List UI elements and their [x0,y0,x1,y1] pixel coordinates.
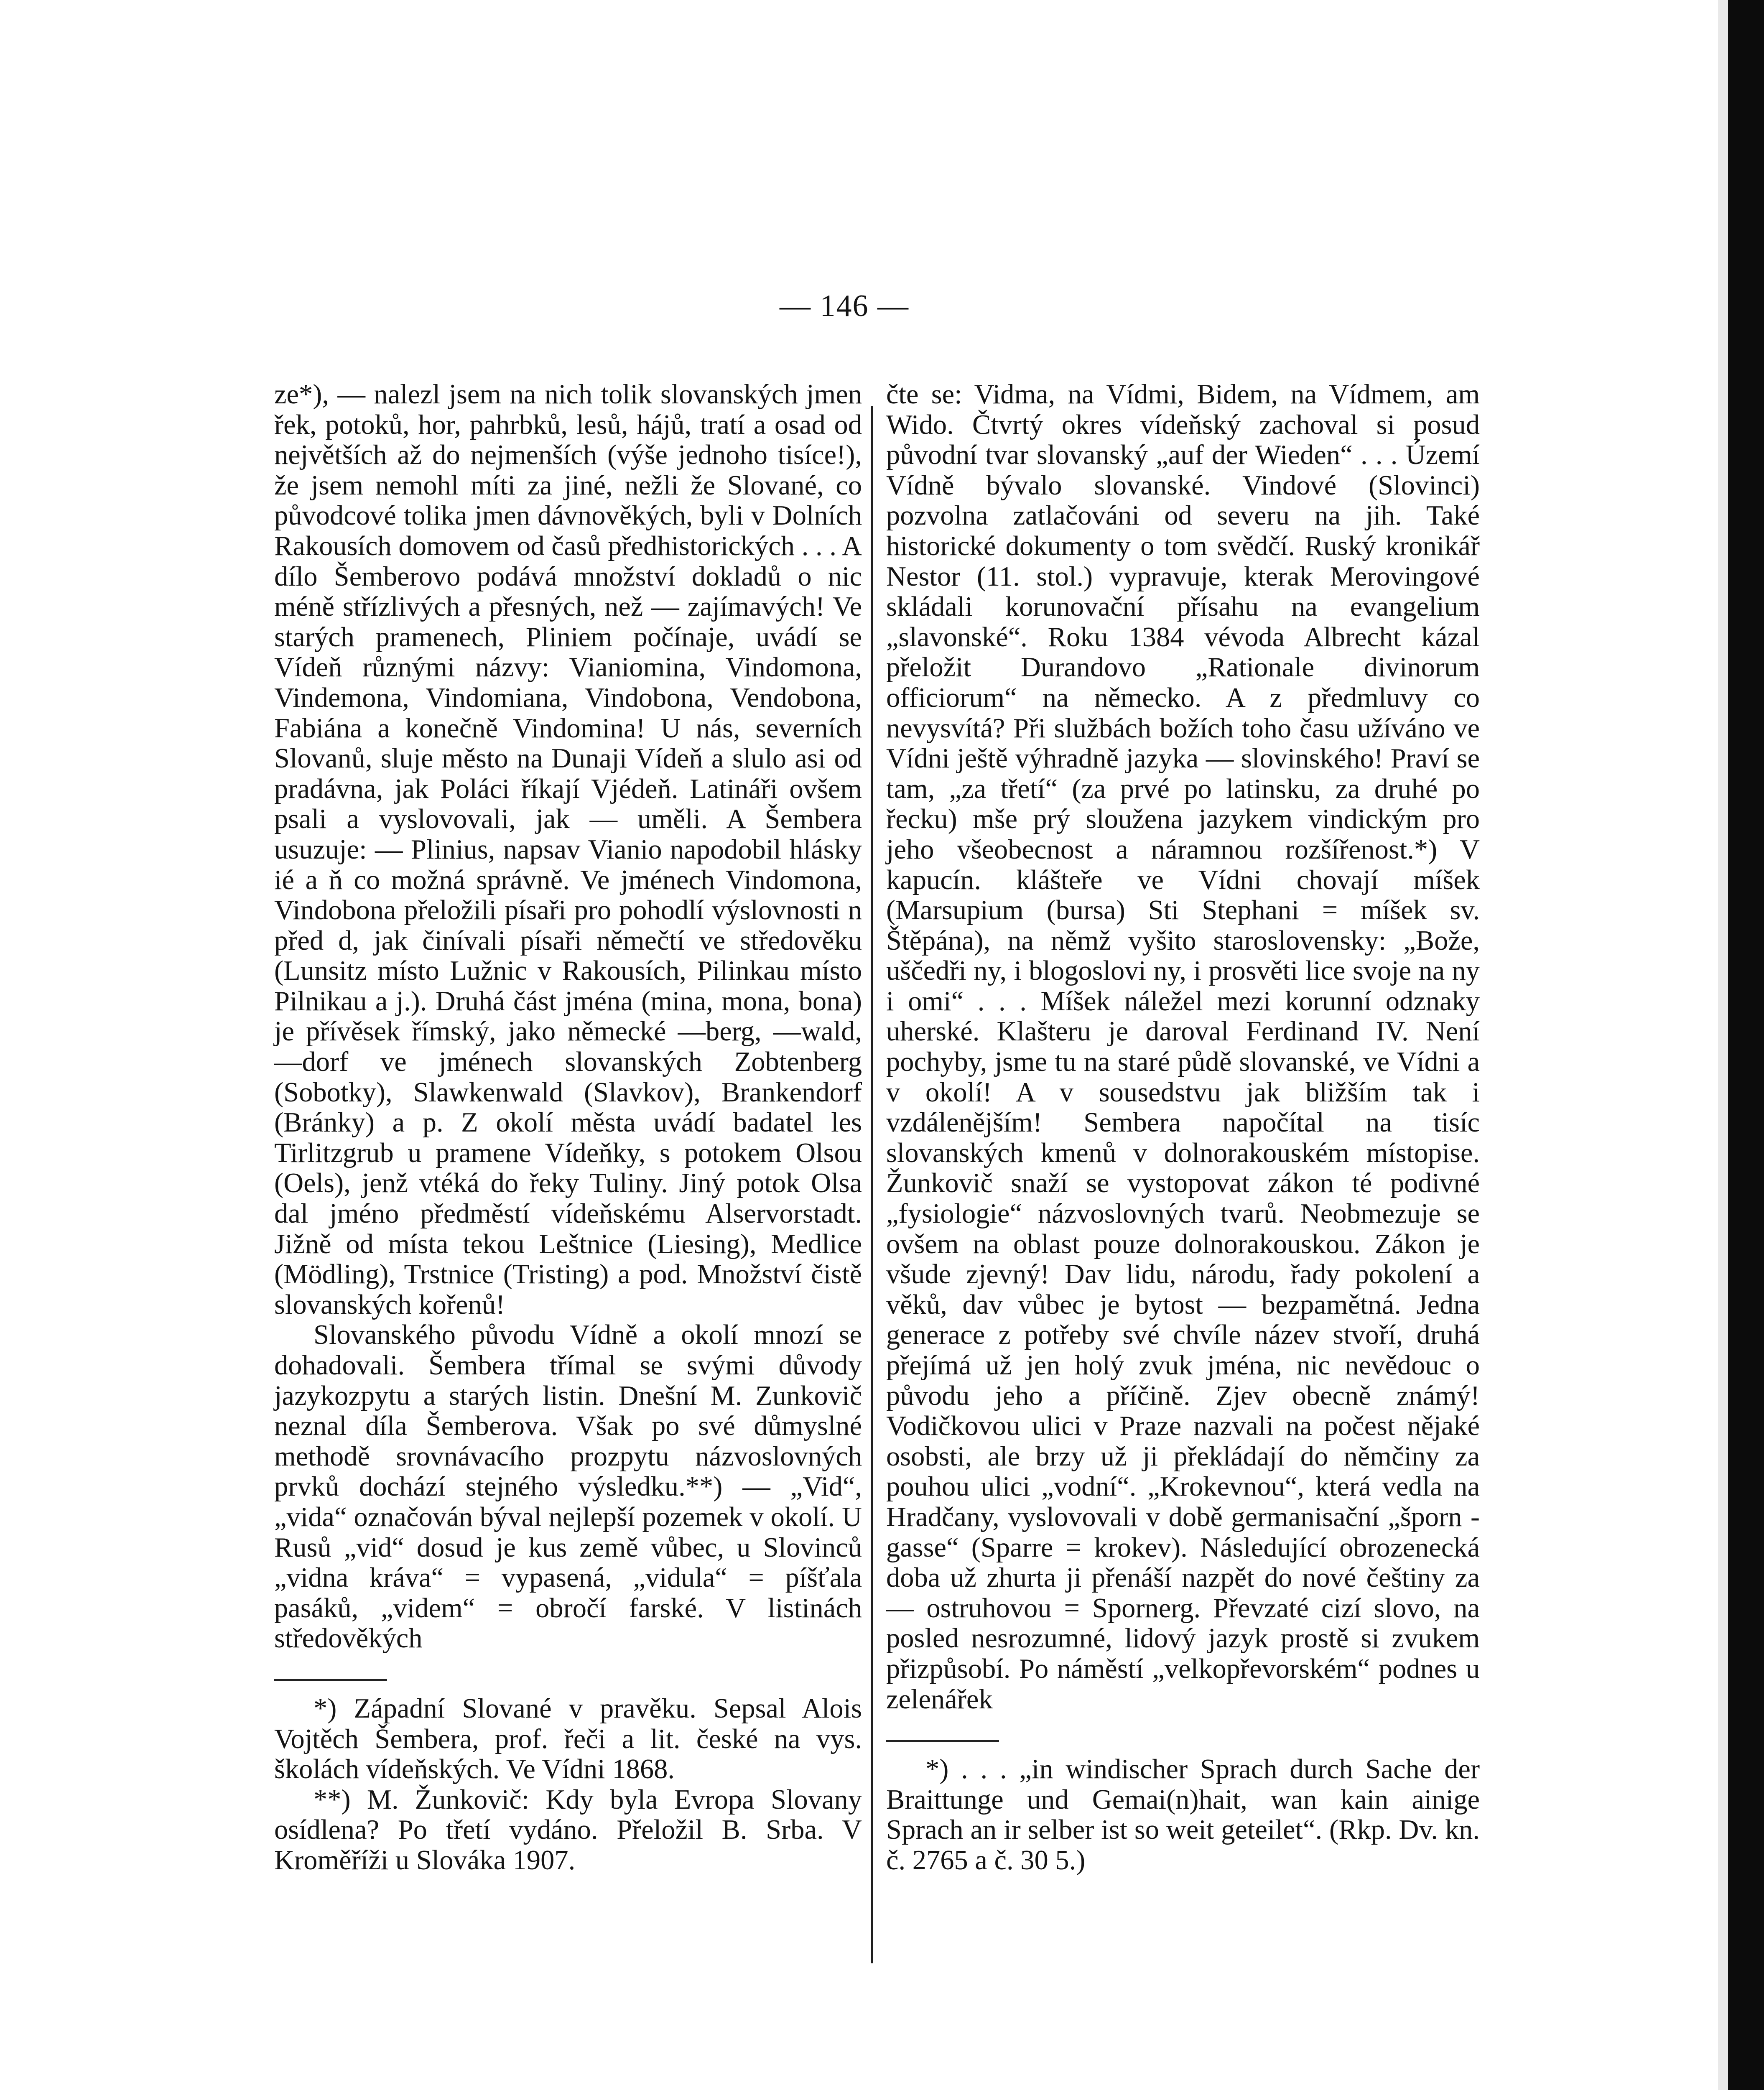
right-paragraph-1: čte se: Vidma, na Vídmi, Bidem, na Vídmem, am Wido. Čtvrtý okres vídeňský zachoval si posud původní tvar slovanský „auf der Wieden“ . . . Území Vídně bývalo slovanské. Vindové (Slovinci) pozvolna zatlačováni od severu na jih. Také historické dokumenty o tom svědčí. Ruský kronikář Nestor (11. stol.) vypravuje, kterak Merovingové skládali korunovační přísahu na evangelium „slavonské“. Roku 1384 vévoda Albrecht kázal přeložit Durandovo „Rationale divinorum officiorum“ na německo. A z předmluvy co nevysvítá? Při službách božích toho času užíváno ve Vídni ještě výhradně jazyka — slovinského! Praví se tam, „za třetí“ (za prvé po latinsku, za druhé po řecku) mše prý sloužena jazykem vindickým pro jeho všeobecnost a náramnou rozšířenost.*) V kapucín. klášteře ve Vídni chovají míšek (Marsupium (bursa) Sti Stephani = míšek sv. Štěpána), na němž vyšito staroslovensky: „Bože, uščedři ny, i blogoslovi ny, i prosvěti lice svoje na ny i omi“ . . . Míšek náležel mezi korunní odznaky uherské. Klašteru je daroval Ferdinand IV. Není pochyby, jsme tu na staré půdě slovanské, ve Vídni a v okolí! A v sousedstvu jak bližším tak i vzdálenějším! Sembera napočítal na tisíc slovanských kmenů v dolnorakouském místopise. Žunkovič snaží se vystopovat zákon té podivné „fysiologie“ názvoslovných tvarů. Neobmezuje se ovšem na oblast pouze dolnorakouskou. Zákon je všude zjevný! Dav lidu, národu, řady pokolení a věků, dav vůbec je bytost — bezpamětná. Jedna generace z potřeby své chvíle název stvoří, druhá přejímá už jen holý zvuk jména, nic nevědouc o původu jeho a příčině. Zjev obecně známý! Vodičkovou ulici v Praze nazvali na počest nějaké osobsti, ale brzy už ji překládají do němčiny za pouhou ulici „vodní“. „Krokevnou“, která vedla na Hradčany, vyslovovali v době germanisační „šporn - gasse“ (Sparre = krokev). Následující obrozenecká doba už zhurta ji přenáší nazpět do nové češtiny za — ostruhovou = Spornerg. Převzaté cizí slovo, na posled nesrozumné, lidový jazyk prostě si zvukem přizpůsobí. Po náměstí „velkopřevorském“ podnes u zelenářek [886,379,1480,1715]
right-footnote-1: *) . . . „in windischer Sprach durch Sache der Braittunge und Gemai(n)hait, wan kain ainige Sprach an ir selber ist so weit geteilet“. (Rkp. Dv. kn. č. 2765 a č. 30 5.) [886,1754,1480,1876]
left-footnote-2: **) M. Žunkovič: Kdy byla Evropa Slovany osídlena? Po třetí vydáno. Přeložil B. Srba. V Kroměříži u Slováka 1907. [274,1784,862,1876]
column-divider [871,406,873,1963]
left-footnote-rule [274,1679,387,1681]
page-edge-binding [1728,0,1764,2090]
left-paragraph-2: Slovanského původu Vídně a okolí mnozí se dohadovali. Šembera třímal se svými důvody jazykozpytu a starých listin. Dnešní M. Zunkovič neznal díla Šemberova. Však po své důmyslné methodě srovnávacího prozpytu názvoslovných prvků dochází stejného výsledku.**) — „Vid“, „vida“ označován býval nejlepší pozemek v okolí. U Rusů „vid“ dosud je kus země vůbec, u Slovinců „vidna kráva“ = vypasená, „vidula“ = píšťala pasáků, „videm“ = obročí farské. V listinách středověkých [274,1320,862,1654]
left-footnote-1: *) Západní Slované v pravěku. Sepsal Alois Vojtěch Šembera, prof. řeči a lit. české na vys. školách vídeňských. Ve Vídni 1868. [274,1693,862,1785]
page-edge-shadow [1718,0,1728,2090]
left-column [274,380,862,1876]
right-footnote-rule [886,1740,999,1742]
right-column [886,380,1480,1876]
page-number: — 146 — [780,289,909,323]
left-paragraph-1: ze*), — nalezl jsem na nich tolik slovanských jmen řek, potoků, hor, pahrbků, lesů, hájů, tratí a osad od největších až do nejmenších (výše jednoho tisíce!), že jsem nemohl míti za jiné, nežli že Slované, co původcové tolika jmen dávnověkých, byli v Dolních Rakousích domovem od časů předhistorických . . . A dílo Šemberovo podává množství dokladů o nic méně střízlivých a přesných, než — zajímavých! Ve starých pramenech, Pliniem počínaje, uvádí se Vídeň různými názvy: Vianiomina, Vindomona, Vindemona, Vindomiana, Vindobona, Vendobona, Fabiána a konečně Vindomina! U nás, severních Slovanů, sluje město na Dunaji Vídeň a slulo asi od pradávna, jak Poláci říkají Vjédeň. Latináři ovšem psali a vyslovovali, jak — uměli. A Šembera usuzuje: — Plinius, napsav Vianio napodobil hlásky ié a ň co možná správně. Ve jménech Vindomona, Vindobona přeložili písaři pro pohodlí výslovnosti n před d, jak činívali písaři němečtí ve středověku (Lunsitz místo Lužnic v Rakousích, Pilinkau místo Pilnikau a j.). Druhá část jména (mina, mona, bona) je přívěsek římský, jako německé —berg, —wald, —dorf ve jménech slovanských Zobtenberg (Sobotky), Slawkenwald (Slavkov), Brankendorf (Bránky) a p. Z okolí města uvádí badatel les Tirlitzgrub u pramene Vídeňky, s potokem Olsou (Oels), jenž vtéká do řeky Tuliny. Jiný potok Olsa dal jméno předměstí vídeňskému Alservorstadt. Jižně od místa tekou Leštnice (Liesing), Medlice (Mödling), Trstnice (Tristing) a pod. Množství čistě slovanských kořenů! [274,379,862,1320]
